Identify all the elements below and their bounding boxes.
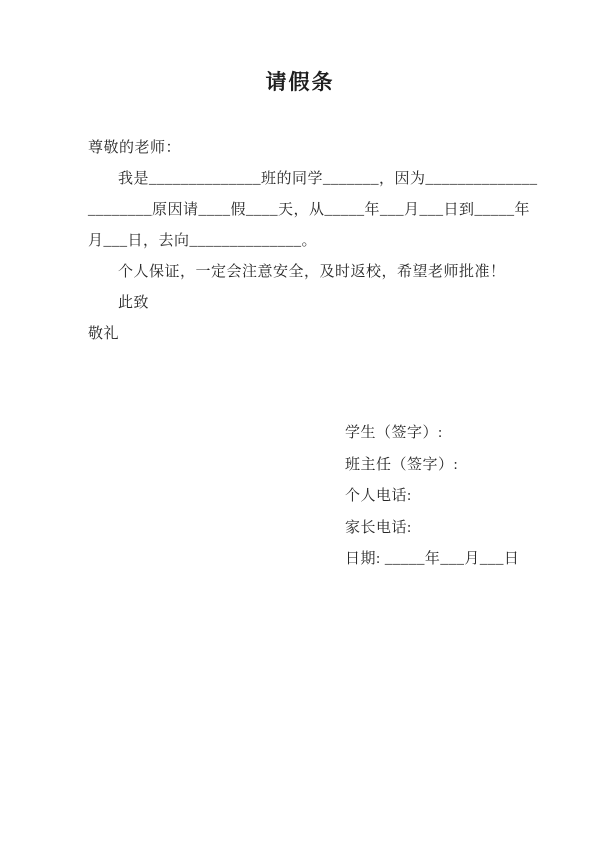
closing-cizhi: 此致: [118, 295, 150, 311]
signature-block: [345, 418, 519, 576]
body-line-reason-dates: ________原因请____假____天，从_____年___月___日到_____年: [88, 202, 531, 218]
body-line-destination: 月___日，去向______________。: [88, 233, 318, 249]
signature-line-date: 日期: _____年___月___日: [345, 551, 520, 567]
body-line-promise: 个人保证，一定会注意安全，及时返校，希望老师批准！: [118, 264, 506, 280]
signature-line-head-teacher: 班主任（签字）:: [345, 456, 459, 473]
body-line-intro-blanks: 我是______________班的同学_______，因为______________: [118, 171, 538, 187]
salutation: 尊敬的老师：: [88, 140, 182, 156]
signature-line-personal-phone: 个人电话:: [345, 488, 412, 504]
closing-jingli: 敬礼: [88, 326, 120, 342]
letter-body: [88, 133, 538, 350]
signature-line-parent-phone: 家长电话:: [345, 519, 412, 536]
signature-line-student: 学生（签字）:: [345, 425, 443, 441]
document-title: 请假条: [265, 70, 335, 94]
